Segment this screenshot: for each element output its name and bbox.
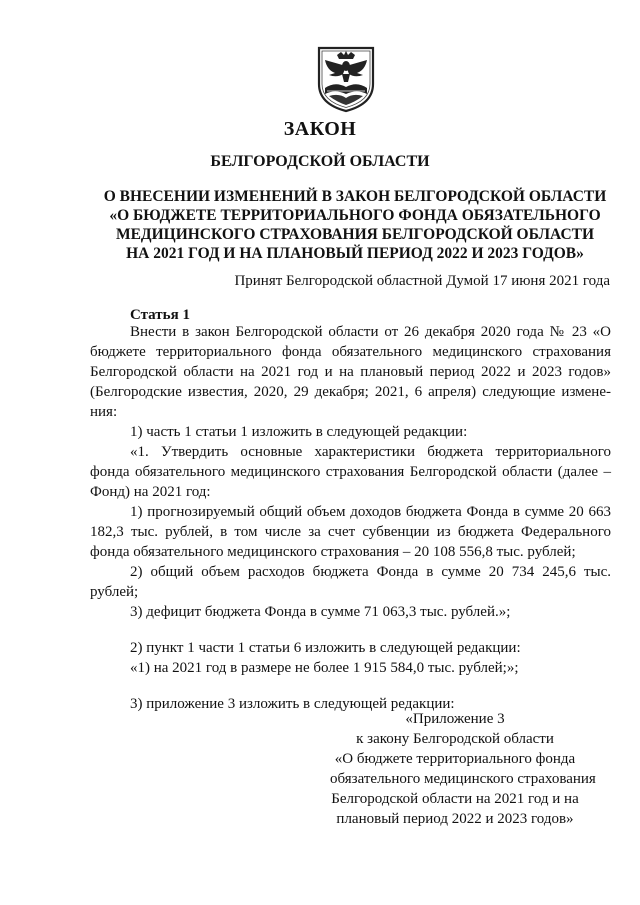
paragraph: Внести в закон Белгородской области от 26 декабря 2020 года № 23 «О бюджете территориального фонда обязательного медицинского страхования Белгородской области на 2021 год и на плановый период 2022 и 2023 годов» (Белгородские известия, 2020, 29 декабря; 2021, 6 апреля) следующие измене-ния:	[90, 324, 611, 420]
paragraph: 1) часть 1 статьи 1 изложить в следующей редакции:	[130, 424, 468, 440]
heading-line: О ВНЕСЕНИИ ИЗМЕНЕНИЙ В ЗАКОН БЕЛГОРОДСКОЙ ОБЛАСТИ	[103, 188, 607, 205]
paragraph: 1) прогнозируемый общий объем доходов бюджета Фонда в сумме 20 663 182,3 тыс. рублей, в том числе за счет субвенции из бюджета Федерального фонда обязательного медицинского страхования – 20 108 556,8 тыс. рублей;	[90, 504, 611, 560]
adoption-note: Принят Белгородской областной Думой 17 июня 2021 года	[234, 273, 610, 289]
paragraph: «1. Утвердить основные характеристики бюджета территориального фонда обязательного медицинского страхования Белгородской области (далее – Фонд) на 2021 год:	[90, 444, 611, 500]
paragraph: 3) приложение 3 изложить в следующей редакции:	[130, 696, 455, 712]
appendix-line: «Приложение 3	[405, 711, 505, 727]
appendix-line: плановый период 2022 и 2023 годов»	[336, 811, 574, 827]
paragraph: 2) общий объем расходов бюджета Фонда в сумме 20 734 245,6 тыс. рублей;	[90, 564, 611, 600]
appendix-line: к закону Белгородской области	[356, 731, 554, 747]
appendix-caption	[330, 709, 596, 829]
paragraph: «1) на 2021 год в размере не более 1 915 584,0 тыс. рублей;»;	[130, 660, 519, 676]
document-title: ЗАКОН	[283, 118, 357, 140]
coat-of-arms-icon	[315, 44, 377, 114]
appendix-line: «О бюджете территориального фонда	[334, 751, 576, 767]
paragraph: 3) дефицит бюджета Фонда в сумме 71 063,3 тыс. рублей.»;	[130, 604, 511, 620]
article-title: Статья 1	[130, 307, 190, 323]
document-subtitle: БЕЛГОРОДСКОЙ ОБЛАСТИ	[210, 153, 430, 170]
law-heading	[95, 187, 615, 263]
appendix-line: Белгородской области на 2021 год и на	[331, 791, 579, 807]
appendix-line: обязательного медицинского страхования	[330, 771, 596, 787]
paragraph: 2) пункт 1 части 1 статьи 6 изложить в следующей редакции:	[130, 640, 521, 656]
article-body	[90, 322, 611, 714]
heading-line: МЕДИЦИНСКОГО СТРАХОВАНИЯ БЕЛГОРОДСКОЙ ОБЛАСТИ	[115, 226, 595, 243]
heading-line: «О БЮДЖЕТЕ ТЕРРИТОРИАЛЬНОГО ФОНДА ОБЯЗАТЕЛЬНОГО	[109, 207, 601, 224]
heading-line: НА 2021 ГОД И НА ПЛАНОВЫЙ ПЕРИОД 2022 И 2023 ГОДОВ»	[126, 245, 584, 262]
